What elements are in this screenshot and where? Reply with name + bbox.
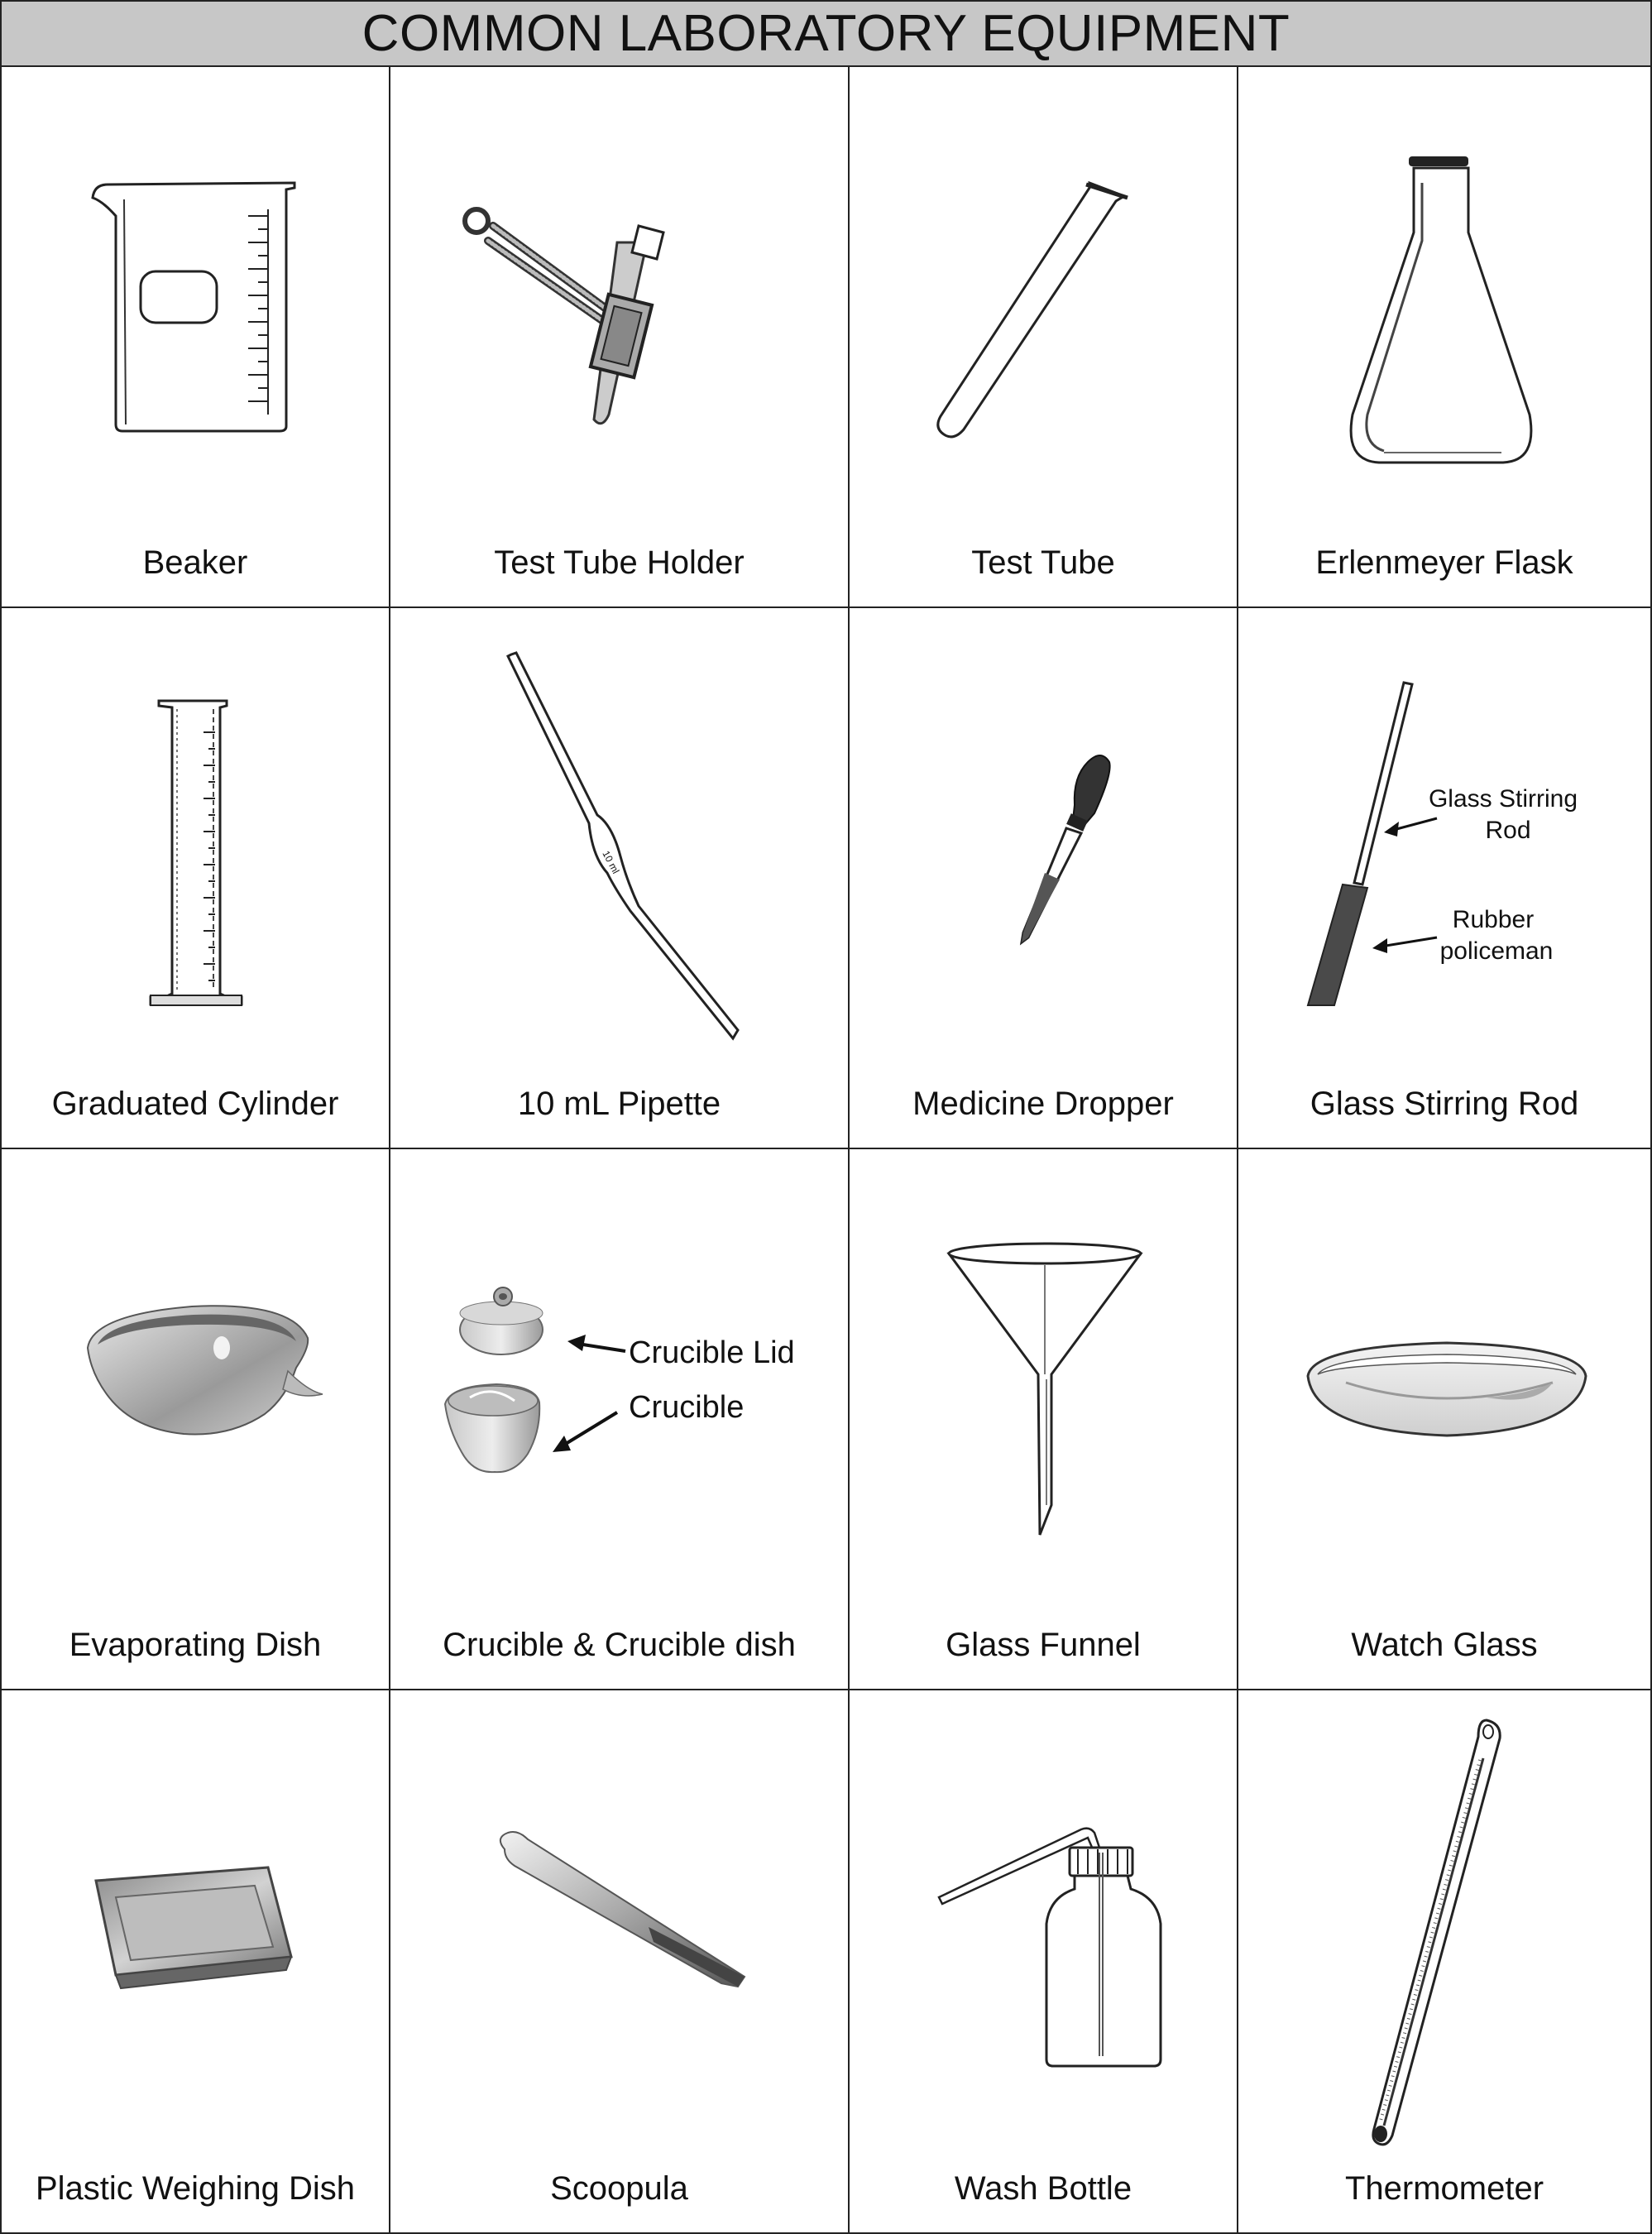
glass-funnel-icon (850, 1149, 1238, 1690)
item-label: Test Tube (971, 544, 1115, 581)
item-label: Crucible & Crucible dish (443, 1627, 796, 1663)
cell-thermometer (1237, 1689, 1652, 2234)
rubber-policeman-label-1: Rubber (1452, 906, 1535, 933)
item-label: Wash Bottle (954, 2170, 1132, 2207)
item-label: Glass Stirring Rod (1310, 1086, 1579, 1122)
pipette-mark: 10 ml (600, 848, 622, 876)
beaker-icon (2, 67, 390, 608)
cell-beaker (0, 65, 390, 608)
cell-pipette (389, 606, 850, 1149)
item-label: 10 mL Pipette (517, 1086, 721, 1122)
medicine-dropper-icon (850, 608, 1238, 1149)
stirring-rod-label-1: Glass Stirring (1428, 785, 1578, 813)
weighing-dish-icon (2, 1690, 390, 2234)
test-tube-holder-icon (390, 67, 850, 608)
glass-stirring-rod-icon (1238, 608, 1652, 1149)
cell-graduated-cylinder (0, 606, 390, 1149)
item-label: Glass Funnel (946, 1627, 1141, 1663)
item-label: Thermometer (1344, 2170, 1544, 2207)
item-label: Scoopula (550, 2170, 688, 2207)
watch-glass-icon (1238, 1149, 1652, 1690)
cell-test-tube-holder (389, 65, 850, 608)
wash-bottle-icon (850, 1690, 1238, 2234)
pipette-icon (390, 608, 850, 1149)
cell-erlenmeyer-flask (1237, 65, 1652, 608)
item-label: Medicine Dropper (912, 1086, 1174, 1122)
crucible-lid-label: Crucible Lid (629, 1335, 795, 1370)
item-label: Beaker (142, 544, 248, 581)
scoopula-icon (390, 1690, 850, 2234)
cell-test-tube (848, 65, 1238, 608)
thermometer-icon (1238, 1690, 1652, 2234)
stirring-rod-label-2: Rod (1485, 817, 1531, 844)
cell-medicine-dropper (848, 606, 1238, 1149)
item-label: Erlenmeyer Flask (1315, 544, 1573, 581)
graduated-cylinder-icon (2, 608, 390, 1149)
cell-glass-funnel (848, 1148, 1238, 1690)
test-tube-icon (850, 67, 1238, 608)
rubber-policeman-label-2: policeman (1439, 937, 1554, 965)
cell-wash-bottle (848, 1689, 1238, 2234)
item-label: Watch Glass (1351, 1627, 1538, 1663)
cell-scoopula (389, 1689, 850, 2234)
erlenmeyer-flask-icon (1238, 67, 1652, 608)
item-label: Graduated Cylinder (51, 1086, 339, 1122)
cell-watch-glass (1237, 1148, 1652, 1690)
cell-glass-stirring-rod (1237, 606, 1652, 1149)
item-label: Evaporating Dish (69, 1627, 322, 1663)
cell-weighing-dish (0, 1689, 390, 2234)
evaporating-dish-icon (2, 1149, 390, 1690)
cell-evaporating-dish (0, 1148, 390, 1690)
crucible-label: Crucible (629, 1390, 745, 1425)
item-label: Test Tube Holder (494, 544, 745, 581)
item-label: Plastic Weighing Dish (35, 2170, 356, 2207)
cell-crucible (389, 1148, 850, 1690)
crucible-icon (390, 1149, 850, 1690)
page-title: COMMON LABORATORY EQUIPMENT (0, 0, 1652, 67)
